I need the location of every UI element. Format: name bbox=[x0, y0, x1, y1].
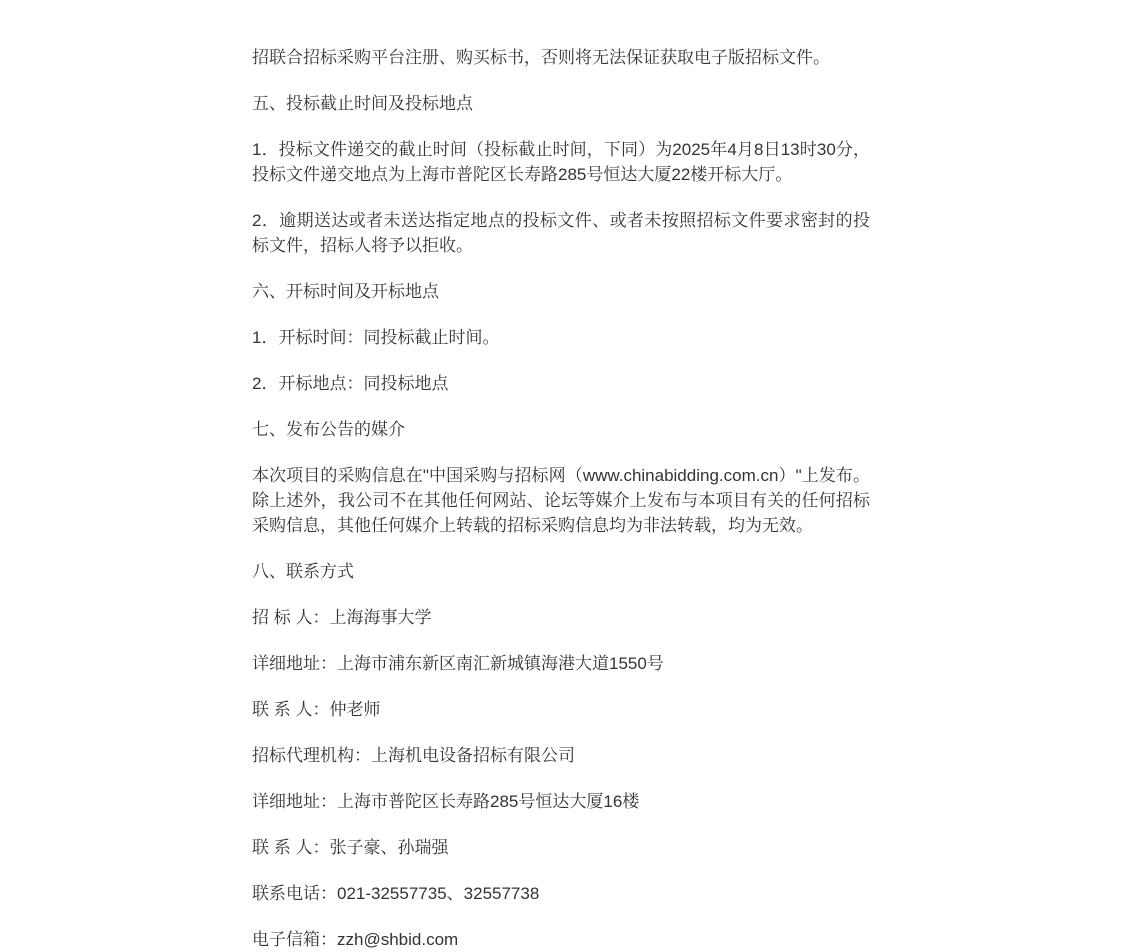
paragraph-agency-address: 详细地址：上海市普陀区长寿路285号恒达大厦16楼 bbox=[252, 792, 640, 811]
section-heading-bid-deadline: 五、投标截止时间及投标地点 bbox=[252, 94, 473, 113]
paragraph-media-statement: 本次项目的采购信息在"中国采购与招标网（www.chinabidding.com.cn）"上发布。除上述外，我公司不在其他任何网站、论坛等媒介上发布与本项目有关的任何招标采购信息，其他任何媒介上转载的招标采购信息均为非法转载，均为无效。 bbox=[252, 466, 870, 535]
paragraph-late-delivery: 2．逾期送达或者未送达指定地点的投标文件、或者未按照招标文件要求密封的投标文件，招标人将予以拒收。 bbox=[252, 211, 870, 255]
paragraph-phone: 联系电话：021-32557735、32557738 bbox=[252, 884, 540, 903]
paragraph-agency-contact: 联 系 人：张子豪、孙瑞强 bbox=[252, 838, 449, 857]
paragraph-opening-time: 1．开标时间：同投标截止时间。 bbox=[252, 328, 500, 347]
paragraph-platform-note: 招联合招标采购平台注册、购买标书，否则将无法保证获取电子版招标文件。 bbox=[252, 48, 830, 67]
paragraph-opening-place: 2．开标地点：同投标地点 bbox=[252, 374, 449, 393]
paragraph-tenderee-contact: 联 系 人：仲老师 bbox=[252, 700, 381, 719]
announcement-article bbox=[252, 0, 870, 952]
paragraph-email: 电子信箱：zzh@shbid.com bbox=[252, 930, 459, 949]
paragraph-tenderee-address: 详细地址：上海市浦东新区南汇新城镇海港大道1550号 bbox=[252, 654, 664, 673]
section-heading-bid-opening: 六、开标时间及开标地点 bbox=[252, 282, 439, 301]
section-heading-contact: 八、联系方式 bbox=[252, 562, 354, 581]
section-heading-media: 七、发布公告的媒介 bbox=[252, 420, 405, 439]
paragraph-bid-deadline-time: 1．投标文件递交的截止时间（投标截止时间，下同）为2025年4月8日13时30分，投标文件递交地点为上海市普陀区长寿路285号恒达大厦22楼开标大厅。 bbox=[252, 140, 870, 184]
paragraph-tenderee: 招 标 人：上海海事大学 bbox=[252, 608, 432, 627]
paragraph-agency: 招标代理机构：上海机电设备招标有限公司 bbox=[252, 746, 575, 765]
